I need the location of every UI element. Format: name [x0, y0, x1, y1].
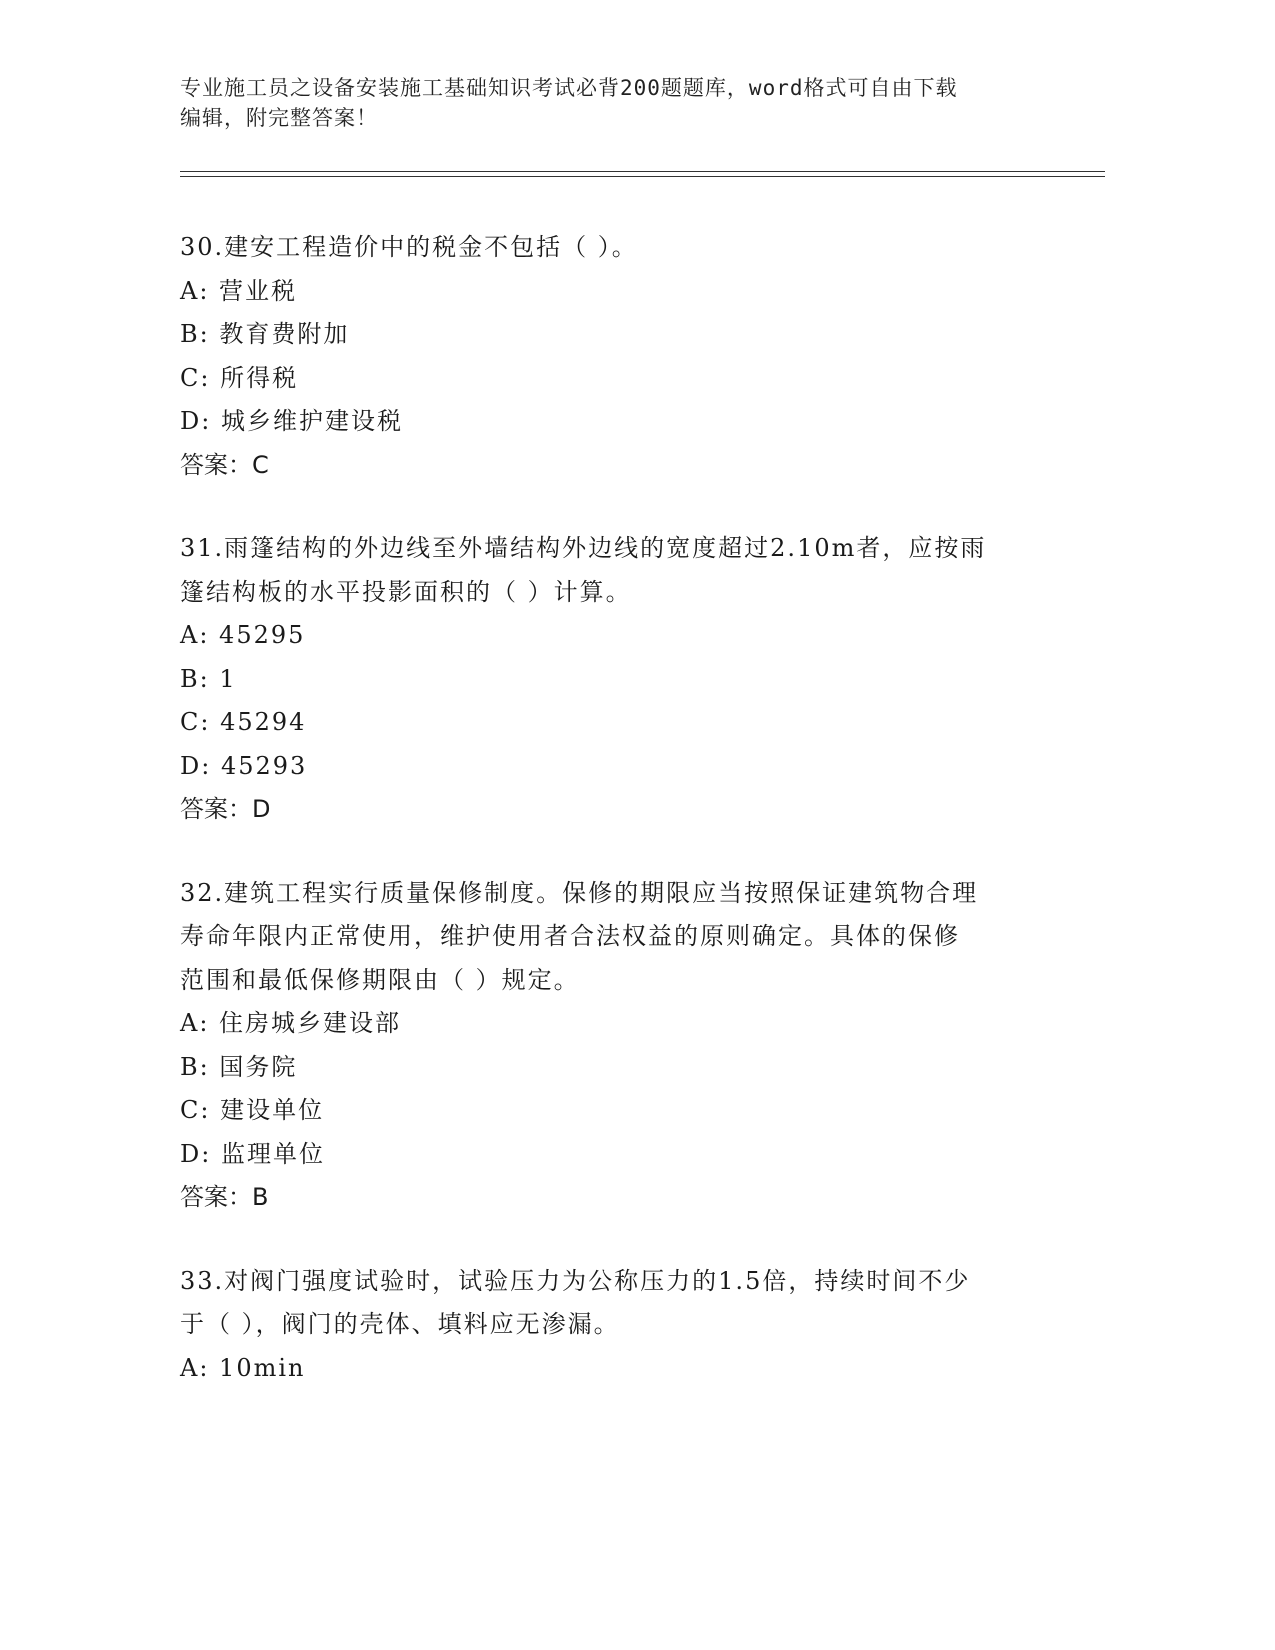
question-list: [180, 226, 1040, 1430]
document-header: [180, 73, 1040, 133]
option-a: A: 营业税: [180, 276, 298, 305]
option-c: C: 建设单位: [180, 1096, 325, 1124]
question-stem-line-2: 寿命年限内正常使用，维护使用者合法权益的原则确定。具体的保修: [180, 922, 960, 950]
question-stem-line-2: 于（ ），阀门的壳体、填料应无渗漏。: [180, 1310, 620, 1338]
option-d: D: 城乡维护建设税: [180, 407, 403, 435]
question-stem-line-1: 33.对阀门强度试验时，试验压力为公称压力的1.5倍，持续时间不少: [180, 1266, 971, 1295]
option-b: B: 国务院: [180, 1052, 298, 1081]
question-stem-line-2: 篷结构板的水平投影面积的（ ）计算。: [180, 577, 632, 606]
option-b: B: 1: [180, 664, 237, 693]
option-a: A: 45295: [180, 621, 306, 649]
question-30: [180, 226, 1040, 487]
header-divider-bottom: [180, 176, 1105, 177]
option-d: D: 45293: [180, 751, 308, 780]
question-32: [180, 872, 1040, 1220]
header-line-1: 专业施工员之设备安装施工基础知识考试必背200题题库，word格式可自由下载: [180, 76, 958, 100]
question-stem-line-3: 范围和最低保修期限由（ ）规定。: [180, 965, 580, 994]
answer-line: 答案：C: [180, 450, 269, 479]
answer-line: 答案：B: [180, 1183, 269, 1211]
option-b: B: 教育费附加: [180, 320, 350, 348]
option-c: C: 所得税: [180, 363, 299, 392]
question-31: [180, 527, 1040, 832]
header-divider-top: [180, 171, 1105, 172]
option-a: A: 10min: [180, 1353, 306, 1382]
question-33: [180, 1260, 1040, 1391]
header-line-2: 编辑，附完整答案！: [180, 106, 378, 130]
question-stem: 30.建安工程造价中的税金不包括（ ）。: [180, 233, 638, 261]
option-c: C: 45294: [180, 708, 307, 736]
answer-line: 答案：D: [180, 795, 271, 823]
question-stem-line-1: 31.雨篷结构的外边线至外墙结构外边线的宽度超过2.10m者，应按雨: [180, 534, 987, 562]
option-a: A: 住房城乡建设部: [180, 1009, 402, 1037]
option-d: D: 监理单位: [180, 1139, 325, 1168]
question-stem-line-1: 32.建筑工程实行质量保修制度。保修的期限应当按照保证建筑物合理: [180, 878, 979, 907]
